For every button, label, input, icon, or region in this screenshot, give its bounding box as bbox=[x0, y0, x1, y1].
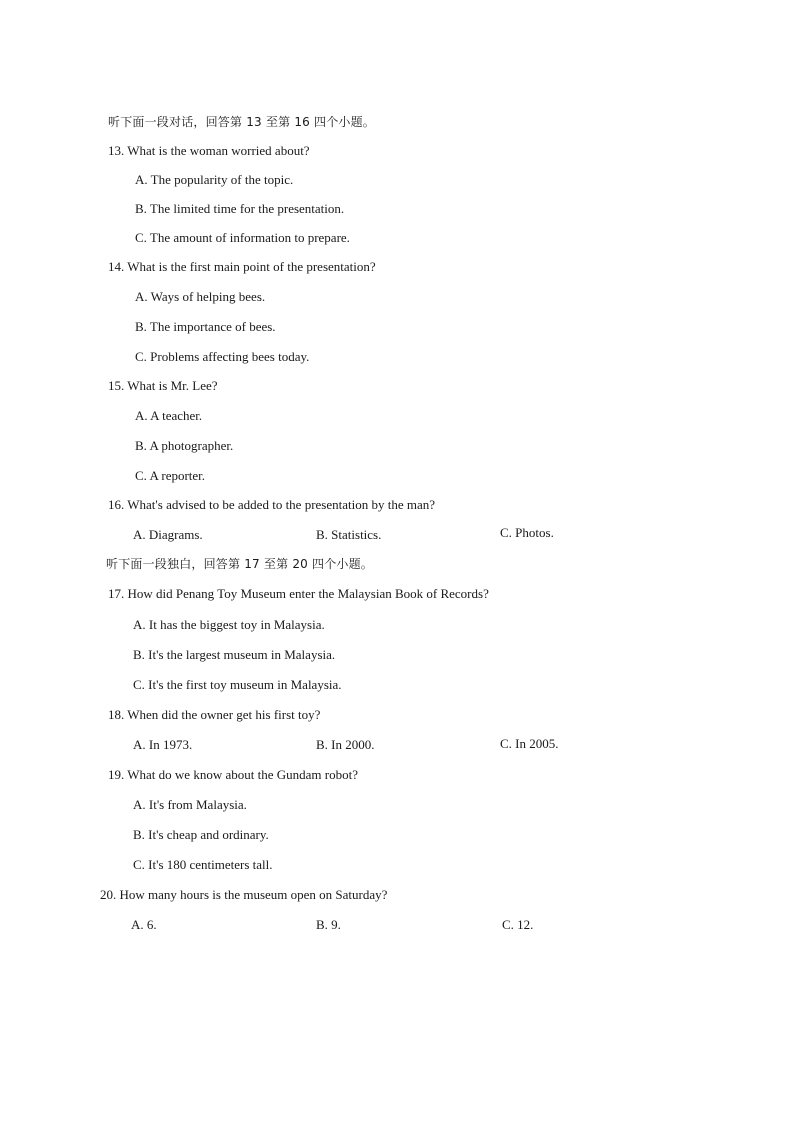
question-18-option-b: B. In 2000. bbox=[316, 737, 375, 752]
question-13-option-a: A. The popularity of the topic. bbox=[135, 172, 294, 187]
question-15-option-a: A. A teacher. bbox=[135, 408, 203, 423]
question-16-option-a: A. Diagrams. bbox=[133, 527, 203, 542]
question-15-option-b: B. A photographer. bbox=[135, 438, 234, 453]
question-20-stem: 20. How many hours is the museum open on Saturday? bbox=[100, 887, 388, 902]
question-13-stem: 13. What is the woman worried about? bbox=[108, 143, 310, 158]
question-18-option-a: A. In 1973. bbox=[133, 737, 193, 752]
question-13-option-b: B. The limited time for the presentation. bbox=[135, 201, 345, 216]
question-18-option-c: C. In 2005. bbox=[500, 736, 559, 751]
question-19-option-c: C. It's 180 centimeters tall. bbox=[133, 857, 273, 872]
section-intro-dialogue: 听下面一段对话，回答第 13 至第 16 四个小题。 bbox=[108, 115, 375, 129]
question-17-option-b: B. It's the largest museum in Malaysia. bbox=[133, 647, 336, 662]
question-13-option-c: C. The amount of information to prepare. bbox=[135, 230, 350, 245]
question-16-stem: 16. What's advised to be added to the presentation by the man? bbox=[108, 497, 436, 512]
question-17-option-c: C. It's the first toy museum in Malaysia. bbox=[133, 677, 342, 692]
question-14-stem: 14. What is the first main point of the presentation? bbox=[108, 259, 376, 274]
question-15-stem: 15. What is Mr. Lee? bbox=[108, 378, 218, 393]
section-intro-monologue: 听下面一段独白，回答第 17 至第 20 四个小题。 bbox=[106, 557, 373, 571]
question-14-option-a: A. Ways of helping bees. bbox=[135, 289, 266, 304]
question-20-option-c: C. 12. bbox=[502, 917, 534, 932]
question-17-option-a: A. It has the biggest toy in Malaysia. bbox=[133, 617, 325, 632]
question-16-option-c: C. Photos. bbox=[500, 525, 554, 540]
question-20-option-a: A. 6. bbox=[131, 917, 157, 932]
question-14-option-c: C. Problems affecting bees today. bbox=[135, 349, 310, 364]
question-19-stem: 19. What do we know about the Gundam robot? bbox=[108, 767, 358, 782]
question-17-stem: 17. How did Penang Toy Museum enter the Malaysian Book of Records? bbox=[108, 586, 489, 601]
question-14-option-b: B. The importance of bees. bbox=[135, 319, 276, 334]
question-19-option-a: A. It's from Malaysia. bbox=[133, 797, 247, 812]
question-19-option-b: B. It's cheap and ordinary. bbox=[133, 827, 269, 842]
question-16-option-b: B. Statistics. bbox=[316, 527, 382, 542]
question-20-option-b: B. 9. bbox=[316, 917, 341, 932]
question-15-option-c: C. A reporter. bbox=[135, 468, 206, 483]
question-18-stem: 18. When did the owner get his first toy? bbox=[108, 707, 321, 722]
